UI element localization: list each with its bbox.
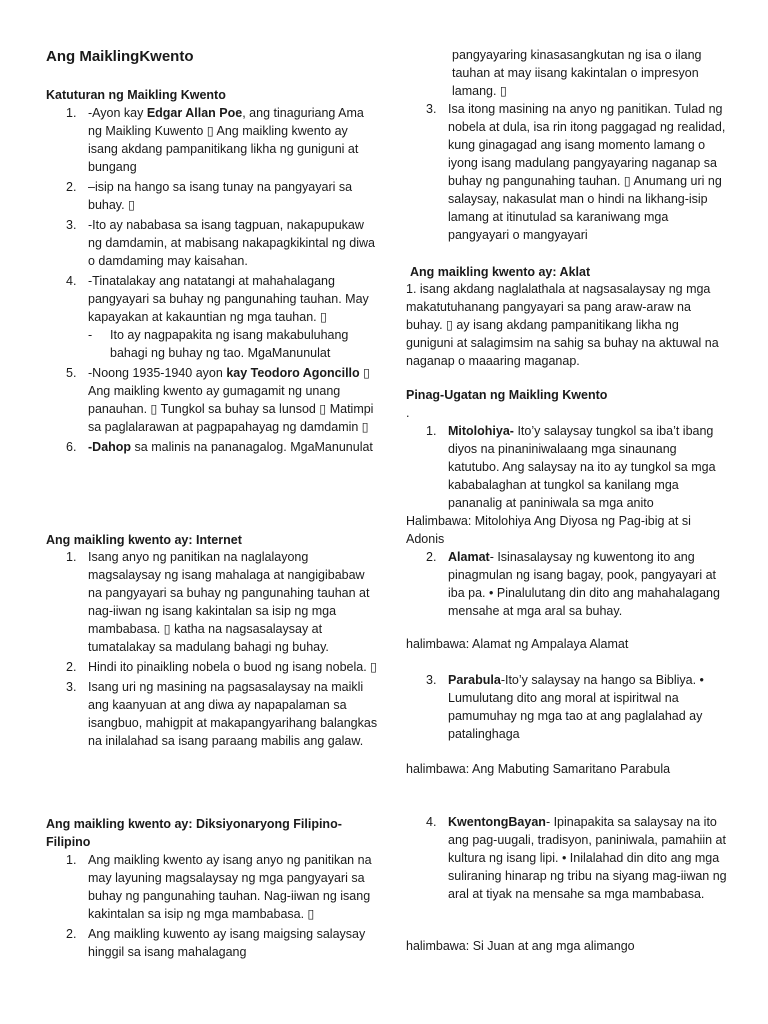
document-title: Ang MaiklingKwento [46,48,194,65]
example-text: halimbawa: Alamat ng Ampalaya Alamat [406,637,629,651]
list-item: 2. Alamat- Isinasalaysay ng kuwentong ito ang pinagmulan ng isang bagay, pook, pangyayari at iba pa. • Pinalulutang din dito ang mahahalagang mensahe at mga aral sa buhay. [426,550,720,618]
diksiyonaryo-heading: Ang maikling kwento ay: Diksiyonaryong Filipino-Filipino [46,817,342,849]
continued-text: pangyayaring kinasasangkutan ng isa o ilang tauhan at may iisang kakintalan o impresyon lamang. ▯ [452,48,702,98]
list-item: 1. Isang anyo ng panitikan na naglalayong magsalaysay ng isang mahalaga at nangigibabaw na pangyayari sa buhay ng pangunahing tauhan at nag-iiwan ng isang kakintalan sa isip ng mga mambabasa. ▯ katha na nagsasalaysay at tumatalakay sa madulang bahagi ng buhay. [66,550,370,654]
aklat-heading: Ang maikling kwento ay: Aklat [410,265,591,279]
internet-heading: Ang maikling kwento ay: Internet [46,533,242,547]
list-item: 3. Isang uri ng masining na pagsasalaysay na maikli ang kaanyuan at ang diwa ay napapalaman sa isangbuo, mahigpit at makapangyarihang balangkas na inilalahad sa isang paraang mabilis ang galaw. [66,680,378,748]
katuturan-list [46,104,378,458]
list-item: 1. Mitolohiya- Ito’y salaysay tungkol sa iba’t ibang diyos na pinaniniwalaang mga sinaunang katutubo. Ang salaysay na ito ay tungkol sa mga kababalaghan at tungkol sa kanilang mga pananalig at paniniwala sa mga anito [426,424,716,510]
aklat-text: 1. isang akdang naglalathala at nagsasalaysay ng mga makatutuhanang pangyayari sa pang araw-araw na buhay. ▯ ay isang akdang pampanitikang likha ng guniguni at salagimsim na sahig sa buhay na aktuwal na naganap o maaaring maganap. [406,282,719,368]
example-text: Halimbawa: Mitolohiya Ang Diyosa ng Pag-ibig at si Adonis [406,514,691,546]
right-cont-list [406,100,728,246]
list-item: 1. Ang maikling kwento ay isang anyo ng panitikan na may layuning magsalaysay ng mga pangyayari sa buhay ng pangunahing tauhan. Nag-iiwan ng isang kakintalan sa isip ng mga mambabasa. ▯ [66,853,372,921]
katuturan-heading: Katuturan ng Maikling Kwento [46,88,226,102]
ugatan-list-3 [406,671,728,745]
list-item: 3. -Ito ay nababasa sa isang tagpuan, nakapupukaw ng damdamin, at mabisang nakapagkikintal ng diwa o damdaming may kaisahan. [66,218,375,268]
list-item: 1. -Ayon kay Edgar Allan Poe, ang tinaguriang Ama ng Maikling Kuwento ▯ Ang maikling kwento ay isang akdang pampanitikang likha ng guniguni at bungang [66,106,364,174]
list-item: 5. -Noong 1935-1940 ayon kay Teodoro Agoncillo ▯ Ang maikling kwento ay gumagamit ng unang panauhan. ▯ Tungkol sa buhay sa lunsod ▯ Matimpi sa paglalarawan at pagpapahayag ng damdamin ▯ [66,366,374,434]
example-text: halimbawa: Ang Mabuting Samaritano Parabula [406,762,671,776]
ugatan-list-1 [406,422,728,514]
list-item: 6. -Dahop sa malinis na pananagalog. MgaManunulat [66,440,373,454]
ugatan-heading: Pinag-Ugatan ng Maikling Kwento [406,388,608,402]
list-item: 3. Parabula-Ito’y salaysay na hango sa Bibliya. • Lumulutang dito ang moral at ispiritwal na pamumuhay ng mga tao at ang paglalahad ay patalinghaga [426,673,704,741]
list-item: 3. Isa itong masining na anyo ng panitikan. Tulad ng nobela at dula, isa rin itong paggagad ng realidad, kung ginagagad ang isang momento lamang o iyong isang madulang pangyayaring naganap sa buhay ng pangunahing tauhan. ▯ Anumang uri ng salaysay, nakasulat man o hindi na likhang-isip lamang at itinutulad sa karaniwang mga pangyayari o mangyayari [426,102,726,242]
sub-list-item: - Ito ay nagpapakita ng isang makabuluhang bahagi ng buhay ng tao. MgaManunulat [88,328,349,360]
ugatan-list-4 [406,813,728,905]
diksiyonaryo-list [46,851,378,963]
list-item: 2. Ang maikling kuwento ay isang maigsing salaysay hinggil sa isang mahalagang [66,927,366,959]
ugatan-dot: . [406,406,410,420]
internet-list [46,548,378,752]
list-item: 4. -Tinatalakay ang natatangi at mahahalagang pangyayari sa buhay ng pangunahing tauhan. May kapayakan at kakauntian ng mga tauhan. ▯ [66,274,369,324]
ugatan-list-2 [406,548,728,622]
example-text: halimbawa: Si Juan at ang mga alimango [406,939,635,953]
list-item: 2. –isip na hango sa isang tunay na pangyayari sa buhay. ▯ [66,180,353,212]
list-item: 4. KwentongBayan- Ipinapakita sa salaysay na ito ang pag-uugali, tradisyon, paniniwala, pamahiin at kultura ng isang lipi. • Inilalahad din dito ang mga suliraning hinarap ng tribu na siyang mag-iiwan ng aral at tiyak na mensahe sa mga mambabasa. [426,815,727,901]
list-item: 2. Hindi ito pinaikling nobela o buod ng isang nobela. ▯ [66,660,378,674]
